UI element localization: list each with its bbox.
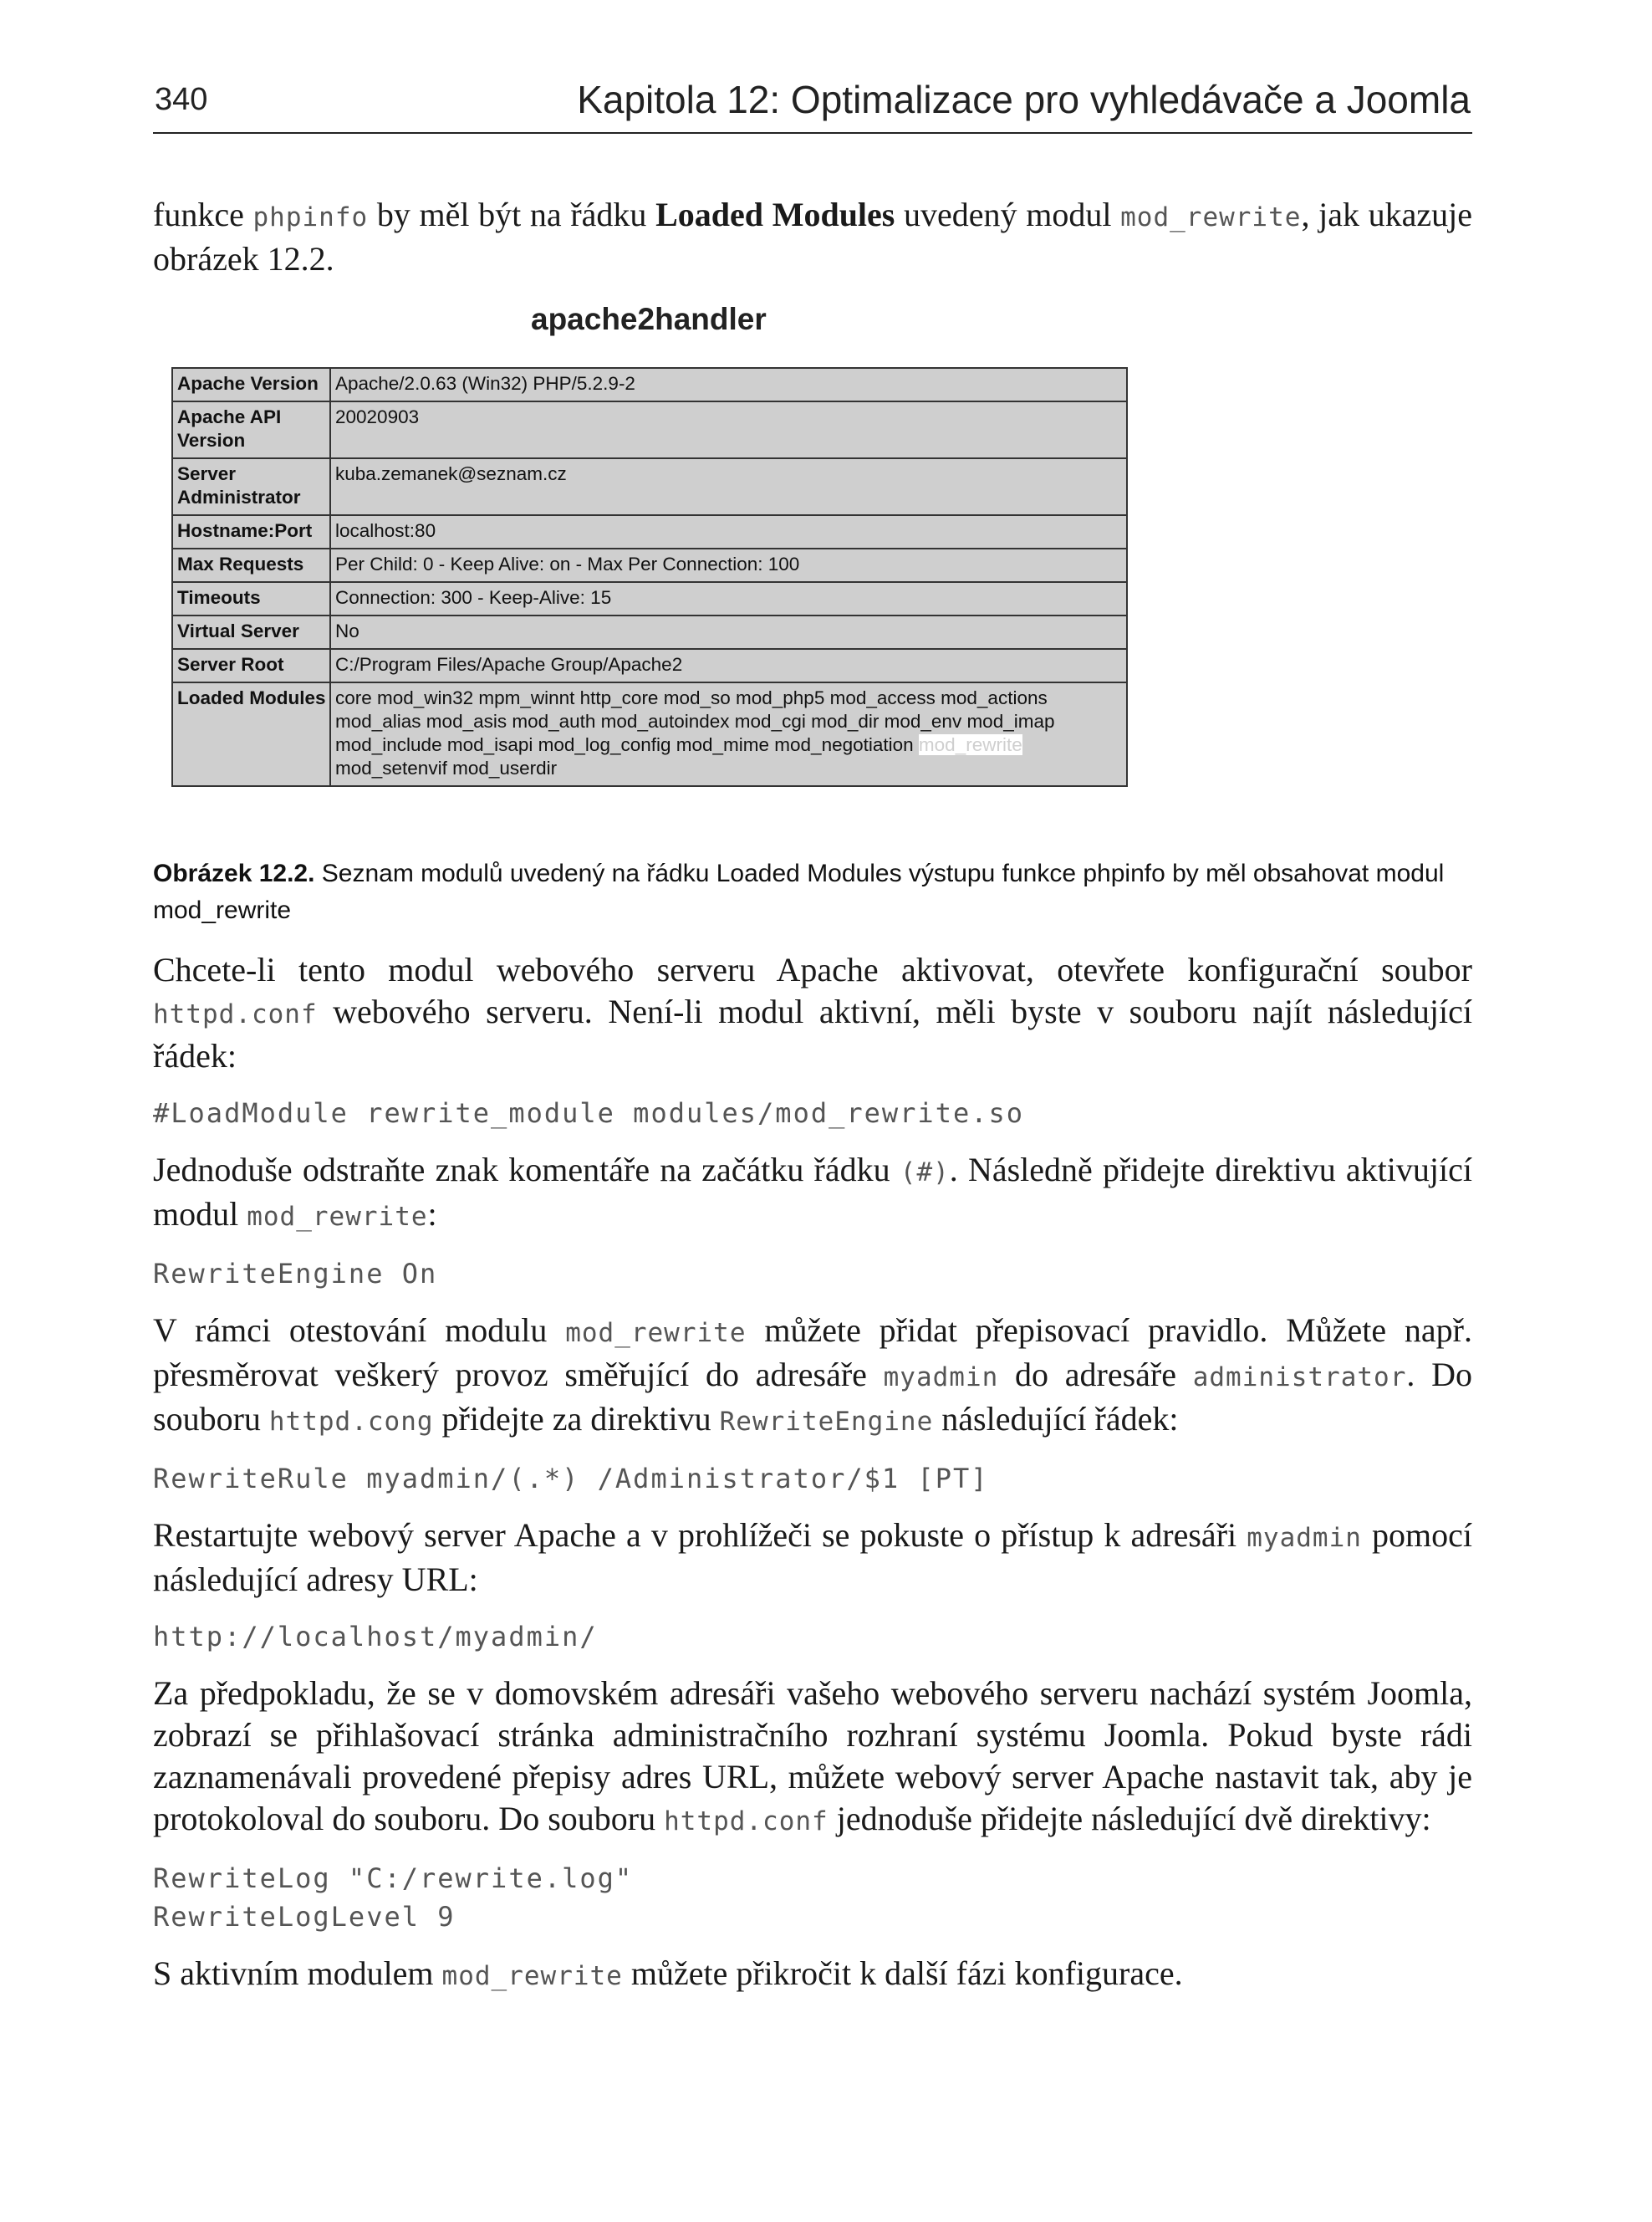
inline-code: administrator xyxy=(1192,1362,1407,1392)
inline-code: (#) xyxy=(900,1157,950,1188)
text-run: Restartujte webový server Apache a v prohlížeči se pokuste o přístup k adresáři xyxy=(153,1516,1247,1554)
text-run: přidejte za direktivu xyxy=(433,1400,720,1438)
inline-code: mod_rewrite xyxy=(441,1961,623,1991)
text-run: S aktivním modulem xyxy=(153,1954,442,1992)
page-number: 340 xyxy=(155,82,208,117)
row-key: Hostname:Port xyxy=(172,515,330,549)
row-key: Virtual Server xyxy=(172,616,330,649)
paragraph-5 xyxy=(153,1673,1472,1842)
paragraph-1 xyxy=(153,949,1472,1077)
figure-caption xyxy=(153,856,1472,929)
modules-text: mod_setenvif mod_userdir xyxy=(335,758,558,779)
inline-code: httpd.conf xyxy=(664,1806,829,1836)
inline-code: mod_rewrite xyxy=(247,1202,428,1232)
chapter-title: Kapitola 12: Optimalizace pro vyhledávače a Joomla xyxy=(577,78,1471,121)
row-value: kuba.zemanek@seznam.cz xyxy=(330,458,1127,515)
caption-label: Obrázek 12.2. xyxy=(153,860,315,887)
figure-12-2 xyxy=(153,297,1472,949)
row-key: Timeouts xyxy=(172,582,330,616)
inline-code: RewriteEngine xyxy=(719,1407,934,1437)
row-key: Server Root xyxy=(172,649,330,682)
table-row-loaded-modules xyxy=(172,682,1127,786)
bold-term: Loaded Modules xyxy=(655,196,895,233)
text-run: by měl být na řádku xyxy=(368,196,656,233)
row-value: Per Child: 0 - Keep Alive: on - Max Per Connection: 100 xyxy=(330,549,1127,582)
highlighted-module: mod_rewrite xyxy=(918,734,1022,755)
row-key: Apache API Version xyxy=(172,401,330,458)
text-run: pomocí následující adresy URL: xyxy=(153,1516,1473,1598)
modules-text: core mod_win32 mpm_winnt http_core mod_so mod_php5 mod_access mod_actions mod_alias mod_asis mod_auth mod_autoindex mod_cgi mod_dir mod_env mod_imap mod_include mod_isapi mod_log_config mod_mime mod_negotiation xyxy=(335,687,1055,755)
table-row xyxy=(172,515,1127,549)
row-value: No xyxy=(330,616,1127,649)
row-key: Loaded Modules xyxy=(172,682,330,786)
row-value: localhost:80 xyxy=(330,515,1127,549)
inline-code: myadmin xyxy=(1247,1523,1362,1553)
table-row xyxy=(172,616,1127,649)
text-run: jednoduše přidejte následující dvě direktivy: xyxy=(828,1800,1431,1837)
code-block-2: RewriteEngine On xyxy=(153,1258,438,1290)
table-row xyxy=(172,368,1127,401)
figure-title: apache2handler xyxy=(531,302,767,336)
page-body xyxy=(153,194,1472,2014)
text-run: webového serveru. Není-li modul aktivní, měli byste v souboru najít následující řádek: xyxy=(153,993,1472,1075)
text-run: následující řádek: xyxy=(933,1400,1179,1438)
row-value: Connection: 300 - Keep-Alive: 15 xyxy=(330,582,1127,616)
text-run: . Následně přidejte direktivu aktivující modul xyxy=(153,1151,1472,1233)
apache-info-table xyxy=(171,367,1128,787)
table-row xyxy=(172,582,1127,616)
code-block-3: RewriteRule myadmin/(.*) /Administrator/$1 [PT] xyxy=(153,1463,989,1494)
text-run: : xyxy=(427,1195,437,1233)
paragraph-4 xyxy=(153,1515,1472,1601)
text-run: , jak ukazuje obrázek 12.2. xyxy=(153,196,1473,278)
text-run: . Do souboru xyxy=(153,1356,1472,1438)
inline-code: httpd.conf xyxy=(153,999,318,1029)
inline-code: myadmin xyxy=(883,1362,999,1392)
text-run: do adresáře xyxy=(998,1356,1193,1393)
text-run: Za předpokladu, že se v domovském adresáři vašeho webového serveru nachází systém Joomla, zobrazí se přihlašovací stránka administračního rozhraní systému Joomla. Pokud byste rádi zaznamenávali provedené přepisy adres URL, můžete webový server Apache nastavit tak, aby je protokoloval do souboru. Do souboru xyxy=(153,1674,1472,1837)
row-key: Server Administrator xyxy=(172,458,330,515)
text-run: můžete přikročit k další fázi konfigurace. xyxy=(622,1954,1183,1992)
text-run: Jednoduše odstraňte znak komentáře na začátku řádku xyxy=(153,1151,900,1188)
text-run: můžete přidat přepisovací pravidlo. Můžete např. přesměrovat veškerý provoz směřující do adresáře xyxy=(153,1311,1473,1393)
inline-code: phpinfo xyxy=(252,202,369,232)
intro-paragraph xyxy=(153,194,1472,280)
paragraph-2 xyxy=(153,1149,1472,1238)
paragraph-3 xyxy=(153,1310,1472,1443)
text-run: uvedený modul xyxy=(895,196,1121,233)
row-value: 20020903 xyxy=(330,401,1127,458)
inline-code: mod_rewrite xyxy=(1120,202,1302,232)
table-row xyxy=(172,401,1127,458)
row-key: Max Requests xyxy=(172,549,330,582)
code-block-4: http://localhost/myadmin/ xyxy=(153,1621,598,1652)
row-value: C:/Program Files/Apache Group/Apache2 xyxy=(330,649,1127,682)
table-row xyxy=(172,549,1127,582)
row-value: Apache/2.0.63 (Win32) PHP/5.2.9-2 xyxy=(330,368,1127,401)
text-run: funkce xyxy=(153,196,253,233)
inline-code: httpd.cong xyxy=(268,1407,434,1437)
row-key: Apache Version xyxy=(172,368,330,401)
table-row xyxy=(172,458,1127,515)
inline-code: mod_rewrite xyxy=(565,1318,747,1348)
text-run: V rámci otestování modulu xyxy=(153,1311,566,1349)
row-value xyxy=(330,682,1127,786)
text-run: Chcete-li tento modul webového serveru Apache aktivovat, otevřete konfigurační soubor xyxy=(153,951,1472,988)
paragraph-6 xyxy=(153,1953,1472,1997)
caption-text: Seznam modulů uvedený na řádku Loaded Modules výstupu funkce phpinfo by měl obsahovat modul mod_rewrite xyxy=(153,860,1445,924)
code-block-5: RewriteLog "C:/rewrite.log" RewriteLogLevel 9 xyxy=(153,1862,634,1933)
code-block-1: #LoadModule rewrite_module modules/mod_rewrite.so xyxy=(153,1097,1025,1129)
table-row xyxy=(172,649,1127,682)
running-header xyxy=(153,77,1472,134)
